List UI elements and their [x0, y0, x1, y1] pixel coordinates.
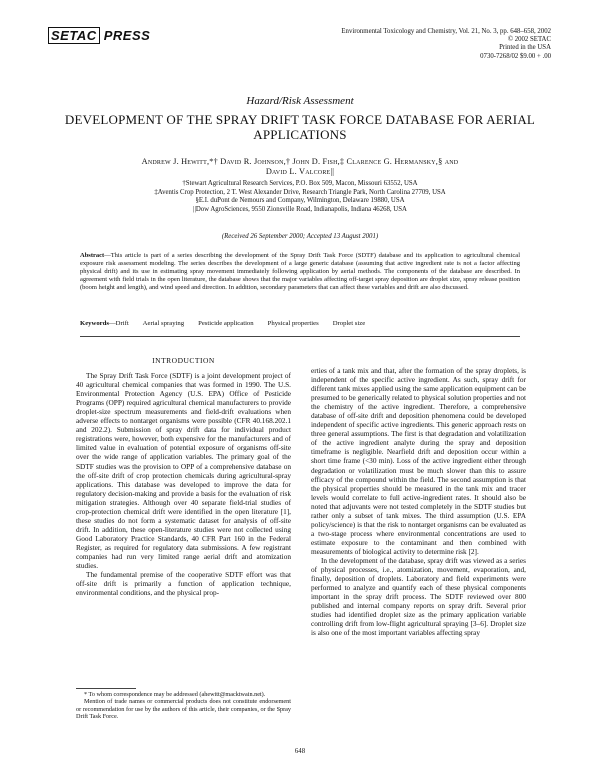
body-column-right: [311, 366, 526, 637]
article-title: DEVELOPMENT OF THE SPRAY DRIFT TASK FORCE DATABASE FOR AERIAL APPLICATIONS: [64, 112, 536, 142]
affiliation: ‡Aventis Crop Protection, 2 T. West Alexander Drive, Research Triangle Park, North Carolina 27709, USA: [154, 188, 446, 196]
paragraph: In the development of the database, spray drift was viewed as a series of physical processes, i.e., atomization, movement, evaporation, and, finally, deposition of droplets. Laboratory and field experiments were performed to analyze and quantify each of these physical components important in the spray drift process. The SDTF reviewed over 800 published and internal company reports on spray drift. Several prior studies had identified droplet size as the primary application variable controlling drift from low-flight agricultural spraying [3–6]. Droplet size is also one of the most important variables affecting spray: [311, 555, 526, 638]
divider: [80, 336, 520, 337]
abstract-label: Abstract: [80, 252, 105, 259]
affiliation: †Stewart Agricultural Research Services, P.O. Box 509, Macon, Missouri 63552, USA: [182, 180, 418, 187]
logo-text-setac: SETAC: [48, 27, 100, 44]
logo-text-press: PRESS: [103, 28, 151, 43]
affiliation: §E.I. duPont de Nemours and Company, Wilmington, Delaware 19880, USA: [195, 197, 405, 205]
footnote: Mention of trade names or commercial products does not constitute endorsement or recommendation for use by the authors of this article, their companies, or the Spray Drift Task Force.: [76, 698, 291, 721]
setac-press-logo: [48, 28, 150, 43]
paragraph: The fundamental premise of the cooperative SDTF effort was that off-site drift is primarily a function of application technique, environmental conditions, and the physical prop-: [76, 570, 291, 598]
keyword: Physical properties: [267, 320, 319, 327]
footnotes: [76, 691, 291, 721]
body-column-left: [76, 356, 291, 597]
paragraph: erties of a tank mix and that, after the formation of the spray droplets, is independent of the specific active ingredient. As such, spray drift for different tank mixes applied using the same application equipment can be presumed to be generically related to physical solution properties and not the chemistry of the active ingredient. Therefore, a comprehensive database of off-site drift and deposition phenomena could be developed independent of specific active ingredients. This generic approach rests on three general assumptions. The first is that degradation and volatilization of the active ingredient analyte during the spray and deposition timeframe is negligible. Nearfield drift and deposition occur within a short time frame (<30 min). Loss of the active ingredient either through degradation or volatilization must be much slower than this to assure efficacy of the compound within the field. The second assumption is that the physical properties should be measured in the tank mix and tracer levels would correlate to full active-ingredient rates. It should also be noted that adjuvants were not tested completely in the SDTF studies but rather only a subset of tank mixes. The third assumption (U.S. EPA policy/science) is that the risk to nontarget organisms can be evaluated as a two-stage process where environmental concentrations are used to estimate exposure to the contaminant and then combined with measurements of biological activity to determine risk [2].: [311, 366, 526, 556]
printed-in: Printed in the USA: [499, 44, 551, 52]
authors-line-2: David L. Valcore||: [265, 167, 335, 176]
authors-line-1: Andrew J. Hewitt,*† David R. Johnson,† John D. Fish,‡ Clarence G. Hermansky,§ and: [141, 157, 459, 166]
footnote: * To whom correspondence may be addressed (ahewitt@macktwain.net).: [84, 691, 266, 698]
abstract-text: —This article is part of a series describing the development of the Spray Drift Task Force (SDTF) database and its application to agricultural chemical exposure risk assessment modeling. The series describes the development of a large generic database (assuming that active ingredient rate is not a factor affecting physical drift) and its use in estimating spray movement immediately following application by aerial methods. The components of the database are described. In agreement with field trials in the open literature, the database shows that the major variables affecting off-target spray deposition are droplet size, spray release position (boom height and length), and wind speed and direction. In addition, secondary parameters that can affect these variables and drift are also discussed.: [80, 252, 520, 291]
keyword: Droplet size: [332, 320, 366, 327]
keywords-label: Keywords: [80, 320, 109, 327]
page-number: 648: [294, 748, 306, 755]
introduction-heading: INTRODUCTION: [152, 356, 215, 365]
keyword: Aerial spraying: [142, 320, 185, 327]
keyword: —Drift: [108, 320, 129, 327]
author-list: [60, 157, 540, 177]
keyword: Pesticide application: [198, 320, 254, 327]
section-heading: Hazard/Risk Assessment: [246, 95, 354, 107]
received-dates: (Received 26 September 2000; Accepted 13 August 2001): [221, 233, 379, 240]
issn-price: 0730-7268/02 $9.00 + .00: [480, 52, 551, 60]
affiliations: [60, 180, 540, 214]
copyright: © 2002 SETAC: [507, 36, 551, 44]
journal-citation: Environmental Toxicology and Chemistry, Vol. 21, No. 3, pp. 648–658, 2002: [341, 28, 551, 35]
paragraph: The Spray Drift Task Force (SDTF) is a joint development project of 40 agricultural chemical companies that was formed in 1990. The U.S. Environmental Protection Agency (U.S. EPA) Office of Pesticide Programs (OPP) required agricultural chemical manufacturers to provide droplet-size spectrum measurements and field-drift evaluations when adverse effects to nontarget organisms were possible (CFR 40.168.202.1 and 202.2). Submission of spray drift data for individual product registrations were, however, both expensive for the manufacturers and of limited value in evaluation of potential exposure of organisms off-site over the wide range of application variables. The primary goal of the SDTF studies was the provision to OPP of a comprehensive database on the off-site drift of crop protection chemicals during agricultural-spray applications. This database was developed to improve the data for regulatory decision-making and provide a basis for the evaluation of risk mitigation strategies. Although over 40 separate field-trial studies of crop-protection chemical drift were identified in the open literature [1], these studies do not form a systematic dataset for analysis of off-site drift. In addition, these open-literature studies were not collected using Good Laboratory Practice Standards, 40 CFR Part 160 in the Federal Register, as required for regulatory data submissions. A few registrant companies had run very limited range aerial drift and atomization studies.: [76, 371, 291, 571]
abstract: [80, 252, 520, 292]
footnote-divider: [76, 688, 136, 689]
keywords: [80, 320, 520, 327]
affiliation: ||Dow AgroSciences, 9550 Zionsville Road, Indianapolis, Indiana 46268, USA: [193, 205, 407, 213]
journal-reference: [251, 28, 551, 61]
